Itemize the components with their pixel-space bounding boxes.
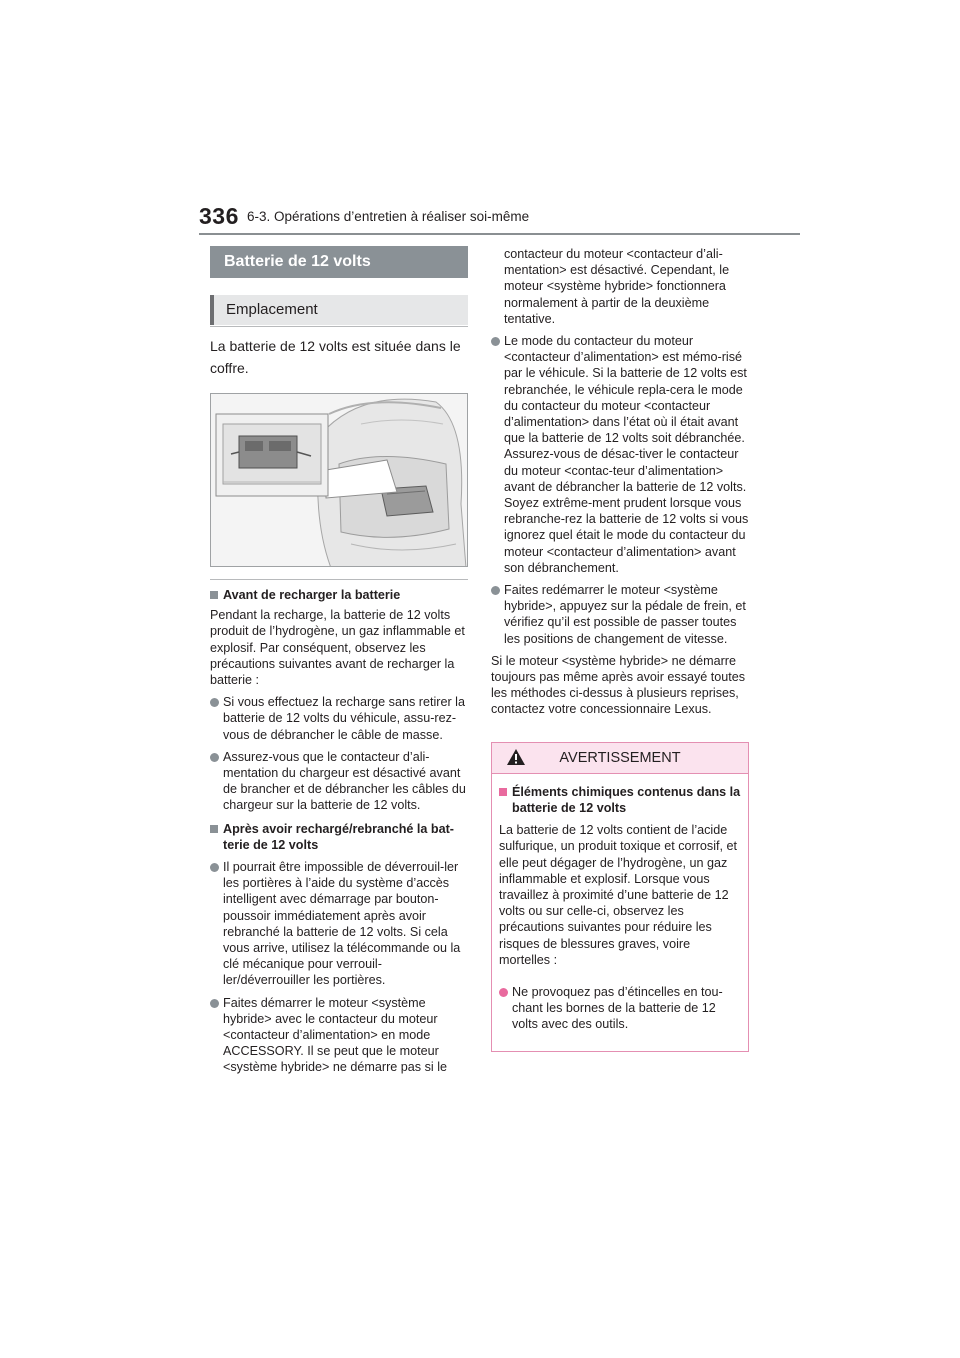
bullet-dot-icon [491, 337, 500, 346]
page-number: 336 [199, 203, 239, 229]
heading-after-recharge: Après avoir rechargé/rebranché la bat-terie de 12 volts [210, 821, 468, 853]
bullet-dot-icon [499, 988, 508, 997]
bullet-dot-icon [491, 586, 500, 595]
list-item: Le mode du contacteur du moteur <contacteur d’alimentation> est mémo-risé par le véhicule. Si la batterie de 12 volts est rebranchée, le véhicule repla-cera le mode du contacteur du moteur <contacteur d’alimentation> dans l’état où il était avant que la batterie de 12 volts soit débranchée. Assurez-vous de désac-tiver le contacteur du moteur <contac-teur d’alimentation> avant de débrancher la batterie de 12 volts. Soyez extrême-ment prudent lorsque vous rebranche-rez la batterie de 12 volts si vous ignorez quel était le mode du contacteur du moteur <contacteur d’alimentation> avant son débranchement. [491, 333, 751, 576]
warning-body [492, 774, 748, 1051]
heading-before-recharge: Avant de recharger la batterie [210, 587, 468, 603]
warning-title: AVERTISSEMENT [559, 749, 681, 766]
list-item: Si vous effectuez la recharge sans retirer la batterie de 12 volts du véhicule, assu-rez-vous de débrancher le câble de masse. [210, 694, 468, 743]
warning-triangle-icon [506, 748, 526, 766]
warning-heading: Éléments chimiques contenus dans la batterie de 12 volts [499, 784, 741, 816]
battery-location-illustration [210, 393, 468, 567]
page-title: Batterie de 12 volts [210, 246, 468, 278]
right-column [491, 246, 751, 1052]
list-item: Faites démarrer le moteur <système hybride> avec le contacteur du moteur <contacteur d’alimentation> en mode ACCESSORY. Il se peut que le moteur <système hybride> ne démarre pas si le [210, 995, 468, 1076]
warning-header [492, 743, 748, 774]
paragraph: Pendant la recharge, la batterie de 12 volts produit de l’hydrogène, un gaz inflammable et explosif. Par conséquent, observez les précautions suivantes avant de recharger la batterie : [210, 608, 465, 688]
warning-box [491, 742, 749, 1052]
list-item: Ne provoquez pas d’étincelles en tou-chant les bornes de la batterie de 12 volts avec des outils. [499, 984, 741, 1033]
divider [210, 326, 468, 327]
square-bullet-icon [210, 825, 218, 833]
square-bullet-icon [499, 788, 507, 796]
list-item: Faites redémarrer le moteur <système hybride>, appuyez sur la pédale de frein, et vérifiez qu’il est possible de passer toutes les positions de changement de vitesse. [491, 582, 751, 647]
intro-text: La batterie de 12 volts est située dans le coffre. [210, 338, 461, 376]
bullet-dot-icon [210, 863, 219, 872]
list-item: Assurez-vous que le contacteur d’ali-mentation du chargeur est désactivé avant de brancher et de débrancher les câbles du chargeur sur la batterie de 12 volts. [210, 749, 468, 814]
subsection-title: Emplacement [210, 295, 468, 325]
header-rule [199, 233, 800, 235]
bullet-dot-icon [210, 999, 219, 1008]
section-title: 6-3. Opérations d’entretien à réaliser soi-même [247, 209, 530, 224]
square-bullet-icon [210, 591, 218, 599]
list-item-continuation: contacteur du moteur <contacteur d’ali-mentation> est désactivé. Cependant, le moteur <système hybride> fonctionnera normalement à partir de la deuxième tentative. [504, 247, 730, 326]
warning-paragraph: La batterie de 12 volts contient de l’acide sulfurique, un produit toxique et corrosif, et elle peut dégager de l’hydrogène, un gaz inflammable et explosif. Lorsque vous travaillez à proximité d’une batterie de 12 volts ou sur celle-ci, observez les précautions suivantes pour réduire les risques de blessures graves, voire mortelles : [499, 823, 738, 967]
list-item: Il pourrait être impossible de déverrouil-ler les portières à l’aide du système d’accès intelligent avec démarrage par bouton-poussoir immédiatement après avoir rebranché la batterie de 12 volts. Si cela vous arrive, utilisez la télécommande ou la clé mécanique pour verrouil-ler/déverrouiller les portières. [210, 859, 468, 989]
paragraph: Si le moteur <système hybride> ne démarre toujours pas même après avoir essayé toutes les méthodes ci-dessus à plusieurs reprises, contactez votre concessionnaire Lexus. [491, 653, 746, 717]
divider [210, 579, 468, 580]
bullet-dot-icon [210, 698, 219, 707]
bullet-dot-icon [210, 753, 219, 762]
left-column [210, 246, 468, 1076]
